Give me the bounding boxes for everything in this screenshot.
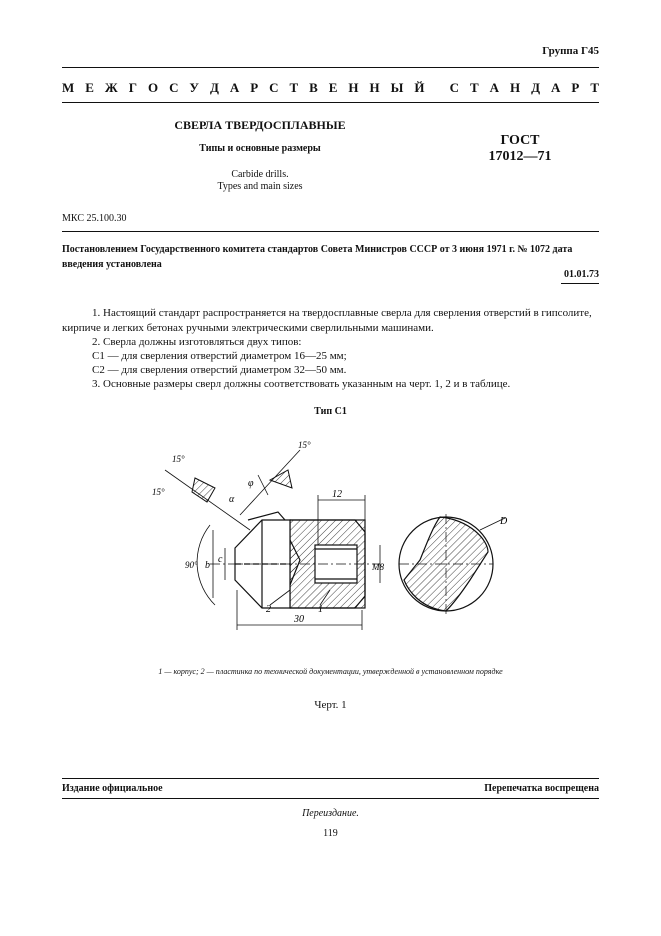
gost-number: 17012—71 [488, 149, 552, 164]
label-angle-15-b: 15° [298, 440, 311, 450]
paragraph-3: С1 — для сверления отверстий диаметром 16—25 мм; [92, 350, 347, 362]
heading-letter: Е [85, 80, 94, 95]
figure-caption: 1 — корпус; 2 — пластинка по технической документации, утвержденной в установленном порядке [158, 667, 503, 676]
heading-letter: Е [328, 80, 338, 95]
reprint-prohibited: Перепечатка воспрещена [484, 783, 599, 794]
paragraph-1: 1. Настоящий стандарт распространяется на твердосплавные сверла для сверления отверстий в гипсолите, кирпиче и легких бетонах ручными электрическими сверлильными машинами. [62, 307, 592, 334]
paragraph-5: 3. Основные размеры сверл должны соответствовать указанным на черт. 1, 2 и в таблице. [92, 378, 511, 390]
gost-label: ГОСТ [500, 133, 540, 148]
document-subtitle: Типы и основные размеры [199, 143, 321, 154]
heading-rule [62, 102, 599, 103]
document-title: СВЕРЛА ТВЕРДОСПЛАВНЫЕ [174, 118, 346, 132]
reissue-note: Переиздание. [302, 808, 359, 819]
heading-letter: Н [369, 80, 380, 95]
heading-letter: Д [531, 80, 541, 95]
label-diameter: D [500, 516, 508, 527]
english-title-line2: Types and main sizes [217, 181, 303, 192]
heading-letter: А [489, 80, 500, 95]
side-view [210, 512, 380, 608]
figure-type-label: Тип С1 [314, 406, 347, 417]
heading-letter: С [449, 80, 460, 95]
heading-letter: Р [571, 80, 580, 95]
drill-drawing [0, 420, 661, 645]
label-alpha: α [229, 494, 235, 505]
english-title-line1: Carbide drills. [231, 169, 289, 180]
heading-letter: Г [128, 80, 137, 95]
heading-letter: Д [209, 80, 219, 95]
mks-rule [62, 231, 599, 232]
heading-letter: У [189, 80, 199, 95]
top-rule [62, 67, 599, 68]
label-angle-15-a: 15° [172, 454, 185, 464]
heading-letter: В [309, 80, 318, 95]
label-dim-12: 12 [332, 489, 342, 500]
paragraph-4: С2 — для сверления отверстий диаметром 32—50 мм. [92, 364, 347, 376]
mks-code: МКС 25.100.30 [62, 213, 127, 224]
heading-letter: А [229, 80, 240, 95]
effective-date-underline [561, 283, 599, 284]
gost-designation [470, 133, 570, 165]
heading-letter: М [62, 80, 75, 95]
label-angle-90: 90° [185, 560, 198, 570]
heading-letter: Т [289, 80, 299, 95]
heading-letter: Н [348, 80, 359, 95]
group-code: Группа Г45 [542, 45, 599, 57]
label-angle-15-c: 15° [152, 487, 165, 497]
effective-date: 01.01.73 [564, 269, 599, 280]
heading-letter: О [147, 80, 159, 95]
label-c: c [218, 554, 223, 565]
label-callout-2: 2 [266, 604, 271, 615]
label-b: b [205, 560, 210, 571]
heading-letter: Т [590, 80, 599, 95]
heading-letter: С [269, 80, 279, 95]
heading-letter: Р [250, 80, 259, 95]
heading-letter: Й [414, 80, 425, 95]
label-phi: φ [248, 478, 254, 489]
footer-rule-bottom [62, 798, 599, 799]
heading-letter: Ж [104, 80, 118, 95]
label-dim-30: 30 [294, 614, 304, 625]
page-number: 119 [323, 828, 338, 839]
heading-letter: А [551, 80, 561, 95]
heading-letter: Т [470, 80, 479, 95]
interstate-standard-heading [62, 80, 599, 96]
label-thread: M8 [372, 562, 384, 572]
paragraph-2: 2. Сверла должны изготовляться двух типов: [92, 336, 302, 348]
heading-letter: Н [510, 80, 521, 95]
footer-rule-top [62, 778, 599, 779]
decree-text: Постановлением Государственного комитета стандартов Совета Министров СССР от 3 июня 1971 г. № 1072 дата введения установлена [62, 244, 573, 270]
heading-letter: С [169, 80, 179, 95]
heading-letter: Ы [390, 80, 404, 95]
label-callout-1: 1 [318, 604, 323, 615]
official-edition: Издание официальное [62, 783, 163, 794]
heading-letter [435, 80, 438, 96]
figure-number: Черт. 1 [314, 699, 347, 711]
end-view [399, 514, 505, 616]
